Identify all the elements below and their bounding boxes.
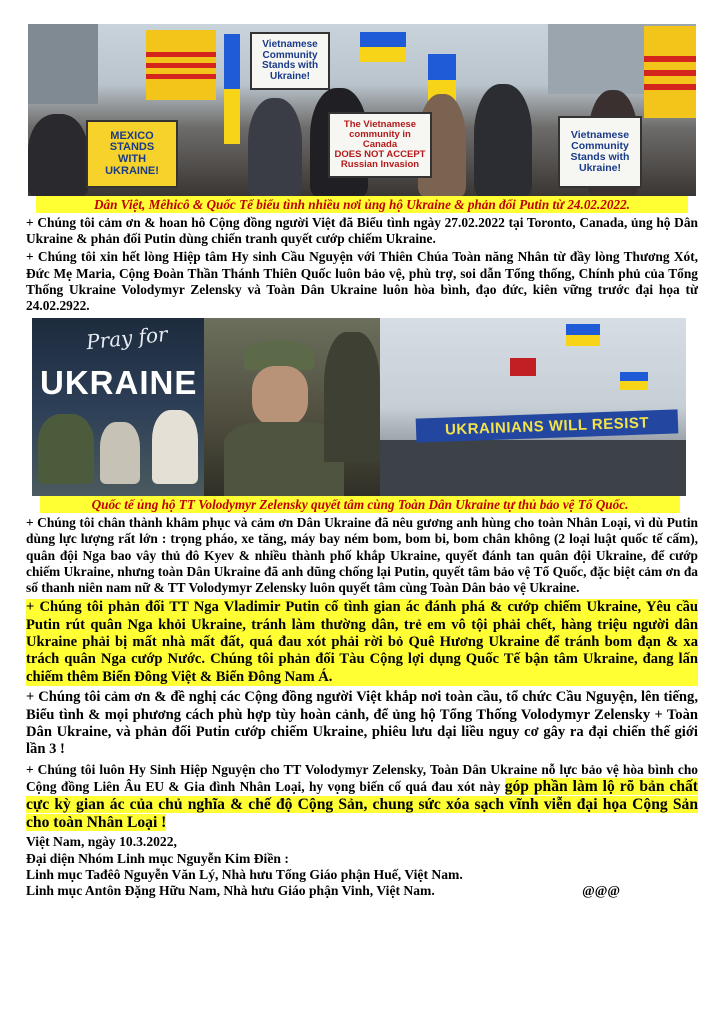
signature-block <box>26 834 698 900</box>
crowd-person <box>474 84 532 196</box>
ukraine-big-text: UKRAINE <box>40 364 198 402</box>
mexico-sign: MEXICO STANDS WITH UKRAINE! <box>86 120 178 188</box>
face-shape <box>252 366 308 426</box>
zelensky-panel <box>204 318 380 496</box>
ukraine-flag <box>224 34 240 144</box>
paragraph-5: + Chúng tôi cảm ơn & đề nghị các Cộng đồng người Việt khắp nơi toàn cầu, tổ chức Cầu Nguyện, lên tiếng, Biểu tình & mọi phương cách phù hợp tùy hoàn cảnh, để ủng hộ Tổng Thống Volodymyr Zelensky + Toàn Dân Ukraine, và phản đối Putin cướp chiếm Ukraine, phiêu lưu dại liều nguy cơ gây ra đại chiến thế giới lần 3 ! <box>26 689 698 758</box>
ukraine-flag <box>566 324 600 346</box>
vietnam-heritage-flag <box>644 26 696 118</box>
soldier-figure <box>324 332 380 462</box>
pray-script-text: Pray for <box>84 322 169 355</box>
ukrainians-will-resist-banner: UKRAINIANS WILL RESIST <box>416 410 679 443</box>
signature-date: Việt Nam, ngày 10.3.2022, <box>26 834 177 850</box>
support-photo-collage <box>32 318 686 496</box>
photo2-caption: Quốc tế ủng hộ TT Volodymyr Zelensky quyết tâm cùng Toàn Dân Ukraine tự thủ bảo vệ Tổ Quốc. <box>40 496 680 513</box>
ukraine-flag <box>620 372 648 390</box>
paragraph-4-highlighted: + Chúng tôi phản đối TT Nga Vladimir Putin cố tình gian ác đánh phá & cướp chiếm Ukraine, Yêu cầu Putin rút quân Nga khỏi Ukraine, tránh làm thường dân, trẻ em vô tội phải chết, hàng triệu người dân Ukraine phải bị mất nhà mất đất, quá đau xót phải rời bỏ Quê Hương Ukraine để tránh bom đạn & xa trách quân Nga cướp Nước. Chúng tôi phản đối Tàu Cộng lợi dụng Quốc Tế bận tâm Ukraine, đang lấn chiếm thêm Biển Đông Việt & Biển Đông Nam Á. <box>26 599 698 685</box>
signature-mark: @@@ <box>582 883 620 899</box>
paragraph-2: + Chúng tôi xin hết lòng Hiệp tâm Hy sinh Cầu Nguyện với Thiên Chúa Toàn năng Nhân từ đầy lòng Thương Xót, Đức Mẹ Maria, Cộng Đoàn Thần Thánh Thiên Quốc luôn bảo vệ, phù trợ, soi dẫn Tổng thống, Chính phủ của Tổng Thống Ukraine Volodymyr Zelensky và Toàn Dân Ukraine luôn hòa bình, đạo đức, kiên vững trước đại họa từ 24.02.2922. <box>26 249 698 314</box>
signature-priest-1: Linh mục Tađêô Nguyễn Văn Lý, Nhà hưu Tổng Giáo phận Huế, Việt Nam. <box>26 866 463 882</box>
paragraph-6-text: + Chúng tôi luôn Hy Sinh Hiệp Nguyện cho TT Volodymyr Zelensky, Toàn Dân Ukraine nỗ lực bảo vệ hòa bình cho Cộng đồng Liên Âu EU & Gia đình Nhân Loại, hy vọng biến cố quá đau xót này <box>26 761 698 795</box>
soldier-figure <box>38 414 94 484</box>
paragraph-6-highlight: góp phần làm lộ rõ bản chất cực kỳ gian ác của chủ nghĩa & chế độ Cộng Sản, chung sức xóa sạch vĩnh viễn đại họa Cộng Sản cho toàn Nhân Loại ! <box>26 778 698 832</box>
rally-photo <box>28 24 696 196</box>
vietnamese-community-sign-right: Vietnamese Community Stands with Ukraine! <box>558 116 642 188</box>
march-panel <box>380 318 686 496</box>
paragraph-1: + Chúng tôi cảm ơn & hoan hô Cộng đồng người Việt đã Biểu tình ngày 27.02.2022 tại Toronto, Canada, ủng hộ Dân Ukraine & phản đối Putin dùng chiến tranh quyết cướp chiếm Ukraine. <box>26 215 698 247</box>
praying-figure <box>152 410 198 484</box>
paragraph-3: + Chúng tôi chân thành khâm phục và cảm ơn Dân Ukraine đã nêu gương anh hùng cho toàn Nhân Loại, vì dù Putin dùng lực lượng rất lớn : trọng pháo, xe tăng, máy bay ném bom, bom bi, bom chân không (2 loại luật quốc tế cấm), quân đội Nga bao vây thủ đô Kyev & nhiều thành phố khắp Ukraine, quyết đánh tan quân đội Ukraine, để cướp chiếm Ukraine, nhưng toàn Dân Ukraine đã anh dũng chống lại Putin, quyết tâm bảo vệ Tổ Quốc, đặc biệt cảm ơn đa số thanh niên nam nữ & TT Volodymyr Zelensky luôn quyết tâm cùng Toàn Dân bảo vệ Ukraine. <box>26 515 698 596</box>
not-accept-sign: The Vietnamese community in Canada DOES NOT ACCEPT Russian Invasion <box>328 112 432 178</box>
paragraph-6 <box>26 762 698 832</box>
signature-group: Đại diện Nhóm Linh mục Nguyễn Kim Điền : <box>26 850 289 866</box>
crowd-person <box>28 114 88 196</box>
red-flag <box>510 358 536 376</box>
document-page <box>26 24 698 900</box>
crowd-person <box>248 98 302 196</box>
photo1-caption: Dân Việt, Mêhicô & Quốc Tế biểu tình nhiều nơi ủng hộ Ukraine & phản đối Putin từ 24.02.2022. <box>36 196 688 213</box>
crowd-shape <box>380 440 686 496</box>
building <box>28 24 98 104</box>
signature-priest-2: Linh mục Antôn Đặng Hữu Nam, Nhà hưu Giáo phận Vinh, Việt Nam. <box>26 883 435 899</box>
pray-for-ukraine-panel <box>32 318 204 496</box>
vietnam-heritage-flag <box>146 30 216 100</box>
praying-figure <box>100 422 140 484</box>
vietnamese-community-sign: Vietnamese Community Stands with Ukraine! <box>250 32 330 90</box>
ukraine-flag <box>360 32 406 62</box>
